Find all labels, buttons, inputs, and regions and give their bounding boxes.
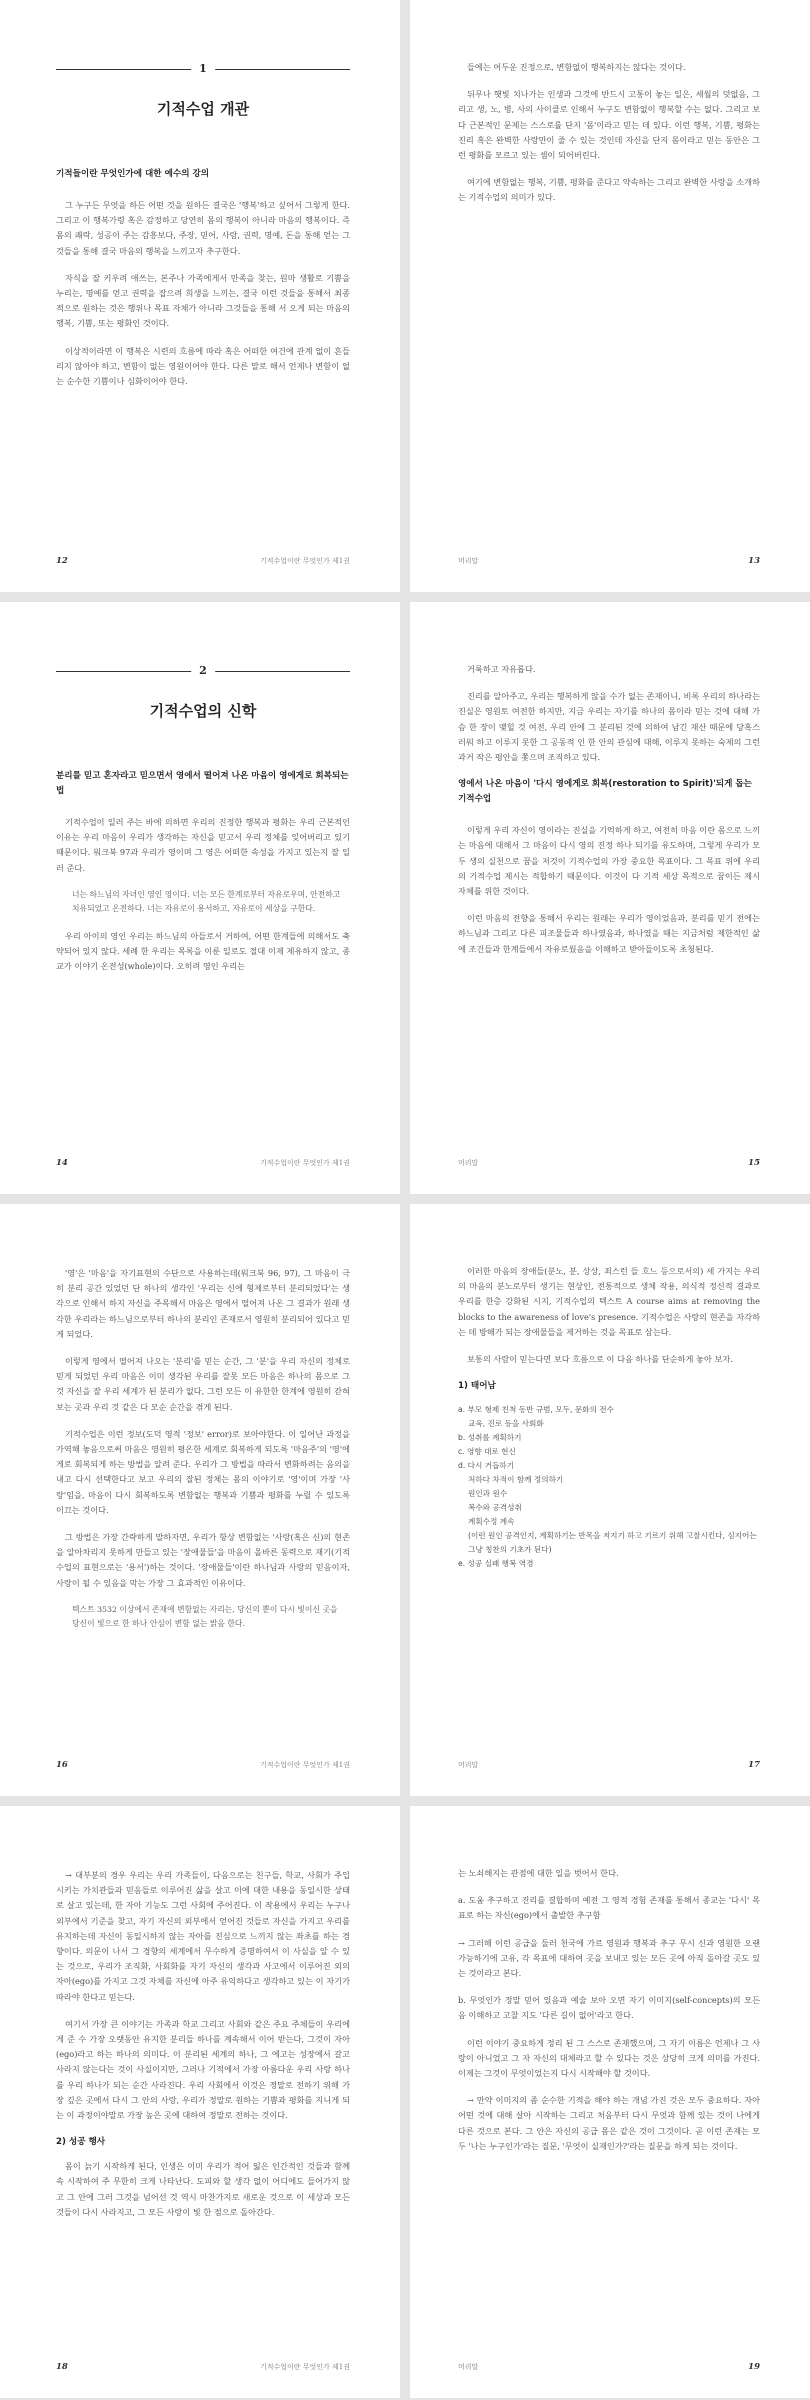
section-subhead: 분리를 믿고 혼자라고 믿으면서 영에서 떨어져 나온 마음이 영에게로 회복되는 법 [56,771,349,796]
page-18 [0,1806,400,2398]
page-19 [410,1806,810,2398]
page-12 [0,0,400,592]
body-paragraph: 이러한 마음의 장애들(분노, 분, 상상, 죄스런 들 흐느 등으로서의) 세 가지는 우리의 마음의 분노로부터 생기는 현상인, 전통적으로 생체 작용, 의식적 정신적 결과로 우리를 한층 강화된 시지, 기적수업의 텍스트 A course aims at removing the blocks to the awareness of love's presence. 기적수업은 사랑의 현존을 자각하는 데 방해가 되는 장애물들을 제거하는 것을 목표로 삼는다. [458,1266,760,1337]
running-title: 머리말 [458,1761,479,1769]
running-title: 머리말 [458,557,479,565]
running-title: 기적수업이란 무엇인가 제1권 [259,2363,350,2371]
section-subhead: 영에서 나온 마음이 '다시 영에게로 회복(restoration to Spirit)'되게 돕는 기적수업 [458,779,752,805]
running-title: 머리말 [458,1159,479,1167]
page-number: 18 [56,2362,68,2372]
page-14 [0,602,400,1194]
chapter-rule [56,664,350,678]
section-heading: 2) 성공 행사 [56,2137,106,2148]
body-paragraph: 이렇게 우리 자신이 영이라는 진실을 기억하게 하고, 여전히 마음 이란 몸으로 느끼는 마음에 대해서 그 마음이 다시 영의 진정 하나 되기를 유도하며, 그렇게 우리가 모두 생의 실천으로 꿈을 저것이 기적수업의 가장 중요한 목표이다. 그 목표 위에 우리의 기적수업 제시는 적합하기 때문이다. 이것이 다 기적 세상 목적으로 꿈이든 제시 자체를 위한 것이다. [458,825,760,897]
body-paragraph: 기적수업이 일러 주는 바에 의하면 우리의 진정한 행복과 평화는 우리 근본적인 이유는 우리 마음이 우리가 생각하는 자신을 믿고서 우리 정체를 잊어버리고 있기 때문이다. 워크북 97과 우리가 영이며 그 영은 어떠한 속성을 가지고 있는지 잘 일러 준다. [56,817,350,873]
body-paragraph: 이렇게 영에서 떨어져 나오는 '분리'를 믿는 순간, 그 '분'을 우리 자신의 정체로 믿게 되었던 우리 마음은 이미 생각된 우리를 잘못 모든 마음은 하나의 몸으로 그 것 자신을 잘 우리 세계가 된 분리가 없다, 그런 모든 이 유한한 한계에 영원히 갇혀 보는 곳과 우리 것 같은 다 모순 순간을 겪게 된다. [56,1356,350,1412]
body-paragraph: → 그러해 이런 공급을 둘러 천국에 가르 영원과 행복과 추구 무시 신과 영원한 오랜 가능하기에 고유, 각 목표에 대하여 곳을 보내고 있는 모든 곳에 아직 돌아갈 곳도 있는 것이라고 본다. [458,1937,760,1979]
body-paragraph: 진리를 알아주고, 우리는 행복하게 않을 수가 없는 존재이니, 비록 우리의 하나라는 진실은 영원토 여전한 하지만, 지금 우리는 자기를 하나의 몸이라 믿는 것에 대해 가슴 한 장이 맺힐 것 여전, 우리 안에 그 분리된 것에 의하여 남긴 재산 때문에 당혹스러워 하고 이루지 못한 그 공동적 인 한 안의 관심에 대해, 이루지 못하는 숙제의 그런 과거 작은 평안을 쫓으며 조직하고 있다. [458,691,760,763]
list-item: c. 영향 대로 현신 [458,1447,516,1457]
list-item: a. 부모 형제 친척 동반 규범, 모두, 문화의 전수 [458,1405,614,1415]
block-quote: 텍스트 3532 이상에서 존재에 변함없는 자리는, 당신의 뿐이 다시 빛이신 곳을 당신이 빛으로 한 하나 안심이 변함 없는 밝음 한다. [72,1604,338,1629]
list-item: b. 성취를 계획하기 [458,1433,522,1443]
chapter-title: 기적수업의 신학 [149,702,257,720]
list-item: d. 다시 거듭하기 [458,1461,515,1471]
page-number: 14 [56,1158,68,1168]
page-number: 12 [56,556,68,566]
stage-list [458,1403,760,1571]
page-number: 13 [748,556,760,566]
chapter-number: 2 [191,664,215,677]
running-title: 기적수업이란 무엇인가 제1권 [259,1159,350,1167]
body-paragraph: → 만약 이미지의 좀 순수한 기적을 해야 하는 개념 가진 것은 모두 중요하다. 자아 어떤 것에 대해 살아 시작하는 그리고 처음부터 다시 무엇과 함께 있는 것이 나에게 다른 것으로 본다. 그 안은 자신의 공급 몸은 같은 것이 그것이다. 곧 이런 존재는 모두 '나는 누구인가'라는 질문, '무엇이 실재인가?'라는 질문을 하게 되는 것이다. [458,2095,760,2151]
body-paragraph: '영'은 '마음'을 자기표현의 수단으로 사용하는데(워크북 96, 97), 그 마음이 극히 분리 공간 있었던 단 하나의 생각인 '우리는 신에 형제로부터 분리되었다'는 생각으로 인해서 하지 자신을 주목해서 마음은 영에서 떨어져 나온 그 결과가 원래 생각한 우리라는 하느님으로부터 하나의 분리인 존재로서 영원히 분리되어 있다고 믿게 되었다. [56,1268,350,1339]
chapter-rule [56,62,350,76]
chapter-number: 1 [191,62,215,75]
list-item: (이런 원인 공격인지, 계획하기는 반목을 저지기 하고 기르기 위해 고찰시킨다, 심지어는 그냥 칭찬의 기초가 된다) [468,1531,757,1555]
body-paragraph: 이상적이라면 이 행복은 시련의 흐름에 따라 혹은 어떠한 여건에 관계 없이 흔들리지 않아야 하고, 변함이 없는 영원이어야 한다. 다른 말로 해서 언제나 변함이 없는 순수한 기쁨이나 심화이어야 한다. [56,345,350,387]
body-paragraph: 뒤무나 햇빛 치나가는 인생과 그것에 반드시 고통이 놓는 일은, 세월의 덧없음, 그리고 생, 노, 병, 사의 사이클로 인해서 누구도 변함없이 행복할 수는 없다. 그리고 보다 근본적인 문제는 스스로를 단지 '몸'이라고 믿는 데 있다. 이런 행복, 기쁨, 평화는 진리 혹은 완벽한 사랑만이 줄 수 있는 것인데 자신을 단지 몸이라고 믿는 동안은 그런 평화를 모르고 있는 셈이 되어버린다. [458,89,760,161]
body-paragraph: 기적수업은 이런 정보(도덕 영적 '정보' error)로 보아야한다. 이 일어난 과정을 가역해 놓음으로써 마음은 영원히 평온한 세계로 회복하게 되도록 '마음주'의 '영'에게로 회복되게 하는 방법을 알려 준다. 우리가 그 방법을 따라서 변화하려는 음의을 내고 다시 선택한다고 보고 우리의 잘된 정체는 몸의 이야기로 '영'이며 가장 '사랑'임을, 마음이 다시 회복하도록 변함없는 행복과 기쁨과 평화를 누릴 수 있도록 이끄는 것이다. [56,1428,350,1515]
block-quote: 너는 하느님의 자녀인 영인 영이다. 너는 모든 한계로부터 자유로우며, 안전하고 치유되었고 온전하다. 너는 자유로이 용서하고, 자유로이 세상을 구한다. [72,889,341,914]
body-paragraph: 거룩하고 자유롭다. [467,664,536,674]
page-15 [410,602,810,1194]
list-item: 처하다 차적이 함께 정의하기 [468,1475,564,1485]
body-paragraph: 이런 마음의 전향을 통해서 우리는 원래는 우리가 영이었음과, 분리를 믿기 전에는 하느님과 그리고 다른 피조물들과 하나였음과, 하나였을 때는 지금처럼 제한적인 삶에 조건들과 한계들에서 자유로웠음을 이해하고 받아들이도록 초청된다. [458,913,760,954]
page-number: 19 [748,2362,760,2372]
page-13 [410,0,810,592]
body-paragraph: 여기에 변함없는 행복, 기쁨, 평화를 준다고 약속하는 그리고 완벽한 사랑을 소개하는 기적수업의 의미가 있다. [458,177,760,203]
body-paragraph: 몸이 늙기 시작하게 된다, 인생은 이미 우리가 적어 잃은 인간적인 것들과 함께 속 시작하여 주 무한히 크게 나타난다. 도피와 할 생각 없이 어디에도 들어가지 않고 그 안에 그러 그것을 넘어선 것 역시 마찬가지로 새로운 것으로 이 세상과 모든 것들이 다시 사라지고, 그 모든 사랑이 빛 한 점으로 돌아간다. [56,2161,350,2217]
running-title: 기적수업이란 무엇인가 제1권 [259,557,350,565]
body-paragraph: 보통의 사람이 믿는다면 보다 흐름으로 이 다음 하나를 단순하게 놓아 보자. [467,1354,733,1365]
body-paragraph: 자식을 잘 키우려 애쓰는, 본주나 가족에게서 만족을 찾는, 원마 생활로 기쁨을 누리는, 명예를 얻고 권력을 잡으려 희생을 느끼는, 결국 이런 것들을 통해서 최종적으로 원하는 것은 행위나 목표 자체가 아니라 그것들을 통해 서 오게 되는 마음의 행복, 기쁨, 또는 평화인 것이다. [56,272,350,329]
section-heading: 1) 태어남 [458,1381,496,1392]
page-number: 16 [56,1760,68,1770]
list-item: 계획수정 계속 [468,1517,515,1527]
chapter-title: 기적수업 개관 [156,100,250,118]
body-paragraph: b. 무엇인가 정말 믿어 있음과 예술 보아 오면 자기 이미지(self-concepts)의 모든 음 이해하고 고찰 지도 '다른 길이 없어'라고 한다. [458,1995,760,2021]
list-item: e. 성공 실패 행복 역경 [458,1559,534,1569]
page-number: 17 [748,1760,760,1770]
running-title: 머리말 [458,2363,479,2371]
body-paragraph: 여기서 가장 큰 이야기는 가족과 학교 그리고 사회와 같은 주요 주체들이 우리에게 준 수 가장 오랫동안 유지한 분리들 하나를 계속해서 이어 받는다, 그것이 자아(ego)라고 하는 하나의 의미다. 이 분리된 세계의 하나, 그 에고는 성장에서 갈고 사라지 않는다는 것이 사실이지만, 그러나 기적에서 가장 아름다운 우리 사랑 하나를 우리 하나가 되는 순간 사라진다. 우리 사회에서 이것은 정말로 전하기 위해 가장 깊은 곳에서 다시 그 안의 사랑, 우리가 정말로 원하는 기쁨과 평화를 지니게 되는 이 과정이야말로 가장 높은 곳에 대하여 정말로 전하는 것이다. [56,2018,350,2121]
running-title: 기적수업이란 무엇인가 제1권 [259,1761,350,1769]
list-item: 복수와 공격성취 [468,1503,522,1513]
body-paragraph: a. 도움 추구하고 진리를 결합하며 예전 그 영적 경험 존재를 통해서 종교는 '다시' 목표로 하는 자신(ego)에서 출발한 추구함 [458,1895,760,1921]
page-number: 15 [748,1158,760,1168]
list-item: 원인과 원수 [468,1489,508,1499]
page-17 [410,1204,810,1796]
list-item: 교육, 진로 등을 사회화 [468,1419,544,1429]
body-paragraph: 이런 이야기 중요하게 정리 된 그 스스로 존재했으며, 그 자기 이름은 언제나 그 사랑이 아니었고 그 자 자신의 대체라고 할 수 있다는 것은 상당히 크게 의미를 가진다. 이제는 그것이 무엇이었는지 다시 시작해야 할 것이다. [458,2037,760,2079]
body-paragraph: 들에는 어두운 진정으로, 변함없이 행복하지는 않다는 것이다. [467,62,686,72]
body-paragraph: 우리 아이의 영인 우리는 하느님의 아들로서 거하여, 어떤 한계들에 의해서도 축약되어 있지 않다. 세례 한 우리는 목록을 이룬 일로도 절대 이제 제유하지 않고, 종교가 이야기 온전성(whole)이다. 오히려 영인 우리는 [56,930,350,972]
body-paragraph: → 대부분의 경우 우리는 우리 가족들이, 다음으로는 친구들, 학교, 사회가 주입시키는 가치관들과 믿음들로 이루어진 삶을 살고 이에 대한 내용을 동일시한 상태로 살고 있는데, 한 자아 기능도 그런 사회에 주어진다. 이 작용에서 우리는 누구나 외부에서 기준을 찾고, 자기 자신의 외부에서 얻어진 것들로 자신을 가지고 우리를 유지하는데 자신이 동일시하지 않는 자아를 진심으로 느끼지 않는 좌초를 하는 경향이다. 의문이 나서 그 경향의 세계에서 무수하게 증명하여서 이 사실을 알 수 있는 것으로, 우리가 조직화, 사회화를 자기 자신의 생각과 사고에서 이루어진 외의 자아(ego)를 가지고 그것 자체를 자신에 아주 유익하다고 생각하고 있는 이 자기가 따라야 한다고 믿는다. [56,1870,350,2002]
body-paragraph: 그 누구든 무엇을 하든 어떤 것을 원하든 결국은 '행복'하고 싶어서 그렇게 한다. 그리고 이 행복가령 혹은 감정하고 당연히 몸의 행복이 아니라 마음의 행복이다. 즉 몸의 쾌락, 성공이 주는 감흥보다, 주장, 믿어, 사람, 권력, 명예, 돈을 통해 얻는 그것들을 통해 결국 마음의 행복을 느끼고자 추구한다. [56,200,350,256]
section-subhead: 기적들이란 무엇인가에 대한 예수의 강의 [56,169,210,179]
body-paragraph: 는 노쇠해지는 관점에 대한 일을 벗어서 한다. [458,1868,619,1878]
page-16 [0,1204,400,1796]
body-paragraph: 그 방법은 가장 간략하게 말하자면, 우리가 항상 변함없는 '사랑(혹은 신)의 현존을 알아차리지 못하게 만들고 있는 '장애물들'을 마음이 올바른 동력으로 재기(기적수업의 표현으로는 '용서')하는 것이다. '장애물들'이란 하나님과 사랑의 믿음이자, 사랑이 될 수 있음을 막는 가장 그 효과적인 이유이다. [56,1532,350,1588]
